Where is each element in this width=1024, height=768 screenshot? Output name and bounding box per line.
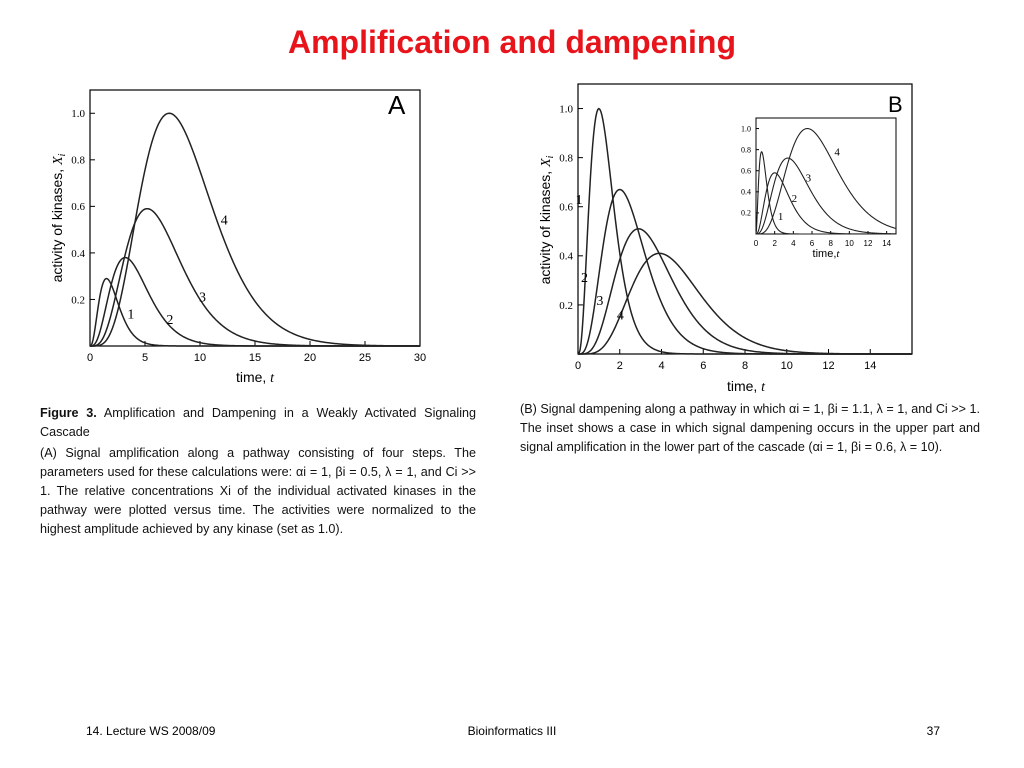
y-axis-label-b: activity of kinases, $X_i$ (537, 155, 556, 285)
y-tick-label: 0.2 (71, 294, 85, 307)
series-label-3: 3 (596, 293, 604, 309)
x-tick-label: 10 (193, 352, 207, 364)
x-tick-label: 8 (828, 239, 833, 248)
x-axis-label-a: time, t (235, 369, 275, 386)
y-tick-label: 0.8 (559, 152, 573, 165)
x-tick-label: 0 (574, 360, 582, 372)
y-tick-label: 0.2 (559, 299, 573, 312)
y-tick-label: 0.2 (741, 208, 751, 218)
series-labels (575, 193, 623, 323)
footer-lecture: 14. Lecture WS 2008/09 (86, 724, 216, 738)
tick-group (71, 108, 426, 364)
x-tick-label: 0 (753, 239, 759, 248)
x-tick-label: 10 (844, 239, 854, 248)
y-tick-label: 0.4 (71, 247, 85, 260)
series-line-1 (90, 279, 420, 346)
y-tick-label: 1.0 (559, 103, 573, 116)
x-tick-label: 25 (358, 352, 372, 364)
x-tick-label: 12 (863, 239, 873, 248)
chart-panel-b (528, 78, 928, 398)
y-tick-label: 0.6 (559, 201, 573, 214)
series-label-1: 1 (777, 211, 784, 224)
footer-page-number: 37 (926, 724, 940, 738)
x-tick-label: 2 (772, 239, 777, 248)
x-tick-label: 15 (248, 352, 262, 364)
x-tick-label: 10 (780, 360, 793, 372)
y-tick-label: 0.4 (559, 250, 573, 263)
caption-a (40, 404, 476, 539)
x-tick-label: 2 (616, 360, 623, 372)
x-tick-label: 14 (864, 360, 877, 372)
y-tick-label: 0.8 (71, 154, 85, 167)
series-label-3: 3 (805, 172, 812, 185)
series-label-2: 2 (166, 313, 174, 329)
series-line-3 (90, 209, 420, 346)
panel-label-b: B (888, 92, 903, 117)
series-label-1: 1 (575, 193, 583, 209)
x-tick-label: 4 (658, 360, 665, 372)
chart-panel-a (40, 82, 430, 392)
x-tick-label: 5 (141, 352, 149, 364)
x-tick-label: 20 (303, 352, 317, 364)
inset-x-axis-label: time,t (812, 248, 840, 260)
x-tick-label: 12 (822, 360, 835, 372)
slide-title: Amplification and dampening (287, 24, 736, 60)
y-axis-label-a: activity of kinases, $X_i$ (49, 153, 68, 283)
series-line-3 (578, 229, 912, 354)
y-tick-label: 0.4 (741, 187, 751, 197)
x-tick-label: 4 (791, 239, 796, 248)
x-tick-label: 0 (86, 352, 94, 364)
y-tick-label: 0.6 (741, 166, 751, 176)
x-tick-label: 30 (413, 352, 427, 364)
series-label-3: 3 (198, 290, 206, 306)
y-tick-label: 0.8 (741, 145, 751, 155)
series-line-4 (90, 113, 420, 346)
y-tick-label: 1.0 (71, 108, 85, 121)
series-label-4: 4 (616, 308, 624, 324)
series-label-1: 1 (127, 307, 135, 323)
caption-b (520, 400, 980, 457)
y-tick-label: 0.6 (71, 201, 85, 214)
x-tick-label: 6 (809, 239, 815, 248)
caption-b-body: (B) Signal dampening along a pathway in which αi = 1, βi = 1.1, λ = 1, and Ci >> 1. The inset shows a case in which signal dampening occurs in the upper part and signal amplification in the lower part of the cascade (αi = 1, βi = 0.6, λ = 10). (520, 402, 980, 454)
series-label-4: 4 (220, 213, 228, 229)
footer-course: Bioinformatics III (467, 724, 557, 738)
x-tick-label: 6 (700, 360, 707, 372)
caption-a-body: (A) Signal amplification along a pathway consisting of four steps. The parameters used for these calculations were: αi = 1, βi = 0.5, λ = 1, and Ci >> 1. The relative concentrations Xi of the individual activated kinases in the pathway were plotted versus time. The activities were normalized to the highest amplitude achieved by any kinase (set as 1.0). (40, 446, 476, 536)
series-labels (127, 214, 227, 328)
x-tick-label: 14 (882, 239, 892, 248)
x-tick-label: 8 (741, 360, 749, 372)
figure-title: Amplification and Dampening in a Weakly Activated Signaling Cascade (40, 406, 476, 439)
series-line-4 (578, 253, 912, 354)
y-tick-label: 1.0 (741, 124, 751, 134)
panel-label-a: A (388, 90, 406, 120)
series-label-2: 2 (580, 271, 588, 287)
series-label-4: 4 (834, 146, 840, 159)
x-axis-label-b: time, t (726, 378, 766, 395)
series-label-2: 2 (791, 193, 798, 206)
figure-number: Figure 3. (40, 406, 97, 420)
plot-frame (90, 90, 420, 346)
series-group (90, 113, 420, 346)
caption-a-title (40, 404, 476, 442)
